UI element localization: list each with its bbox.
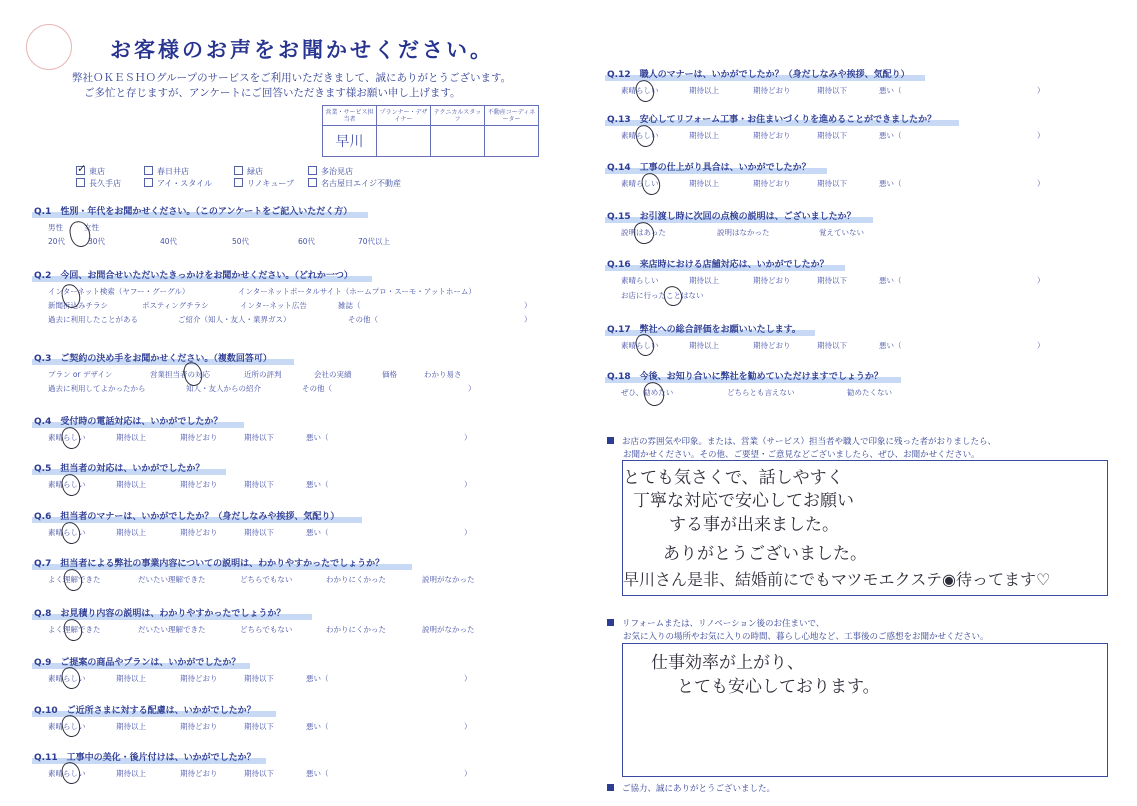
rating-below[interactable]: 期待以下 <box>817 179 847 188</box>
shop-kasugai[interactable]: 春日井店 <box>144 166 189 177</box>
rating-excellent[interactable]: 素晴らしい <box>48 433 86 442</box>
comment2-line-2: とても安心しております。 <box>677 677 880 697</box>
q1-60s[interactable]: 60代 <box>298 237 316 246</box>
q18-title: Q.18 今後、お知り合いに弊社を勧めていただけますでしょうか？ <box>607 372 883 382</box>
intro-line-2: ご多忙と存じますが、アンケートにご回答いただきます様お願い申し上げます。 <box>84 87 461 99</box>
rating-above[interactable]: 期待以上 <box>689 179 719 188</box>
staff-header-realestate: 不動産コーディネーター <box>485 106 539 126</box>
rating-paren: ） <box>464 433 472 442</box>
q1-female[interactable]: 女性 <box>84 223 99 232</box>
comment-box-1[interactable] <box>622 460 1108 596</box>
footer-thanks: ご協力、誠にありがとうございました。 <box>607 782 775 794</box>
square-bullet-icon <box>607 784 614 791</box>
q15-title: Q.15 お引渡し時に次回の点検の説明は、ございましたか？ <box>607 212 856 222</box>
q3-paren-close: ） <box>468 384 476 393</box>
shop-nagakute[interactable]: 長久手店 <box>76 178 121 189</box>
q1-70s[interactable]: 70代以上 <box>358 237 391 246</box>
rating-below[interactable]: 期待以下 <box>817 341 847 350</box>
q13-title: Q.13 安心してリフォーム工事・お住まいづくりを進めることができましたか？ <box>607 115 937 125</box>
checkbox[interactable] <box>308 178 317 187</box>
q1-male[interactable]: 男性 <box>48 223 63 232</box>
rating-as-expected[interactable]: 期待どおり <box>753 179 791 188</box>
rating-above[interactable]: 期待以上 <box>689 341 719 350</box>
rating-as-expected[interactable]: 期待どおり <box>753 341 791 350</box>
q3-reputation[interactable]: 近所の評判 <box>244 370 282 379</box>
comments-heading-2: リフォームまたは、リノベーション後のお住まいで、 <box>607 617 824 629</box>
staff-header-sales: 営業・サービス担当者 <box>323 106 377 126</box>
explain-well[interactable]: よく理解できた <box>48 625 101 634</box>
q6-title: Q.6 担当者のマナーは、いかがでしたか？（身だしなみや挨拶、気配り） <box>34 512 340 522</box>
rating-bad[interactable]: 悪い（ <box>879 131 902 140</box>
q2-referral[interactable]: ご紹介（知人・友人・業界ガス） <box>178 315 291 324</box>
rating-excellent[interactable]: 素晴らしい <box>621 276 659 285</box>
q12-title: Q.12 職人のマナーは、いかがでしたか？（身だしなみや挨拶、気配り） <box>607 70 910 80</box>
q2-portal[interactable]: インターネットポータルサイト（ホームプロ・スーモ・アットホーム） <box>238 287 476 296</box>
comments-heading-1b: お聞かせください。その他、ご要望・ご意見などございましたら、ぜひ、お聞かせください。 <box>623 450 980 460</box>
checkbox[interactable] <box>144 166 153 175</box>
rating-below[interactable]: 期待以下 <box>817 86 847 95</box>
q1-30s[interactable]: 30代 <box>88 237 106 246</box>
checkbox[interactable] <box>234 178 243 187</box>
rating-as-expected[interactable]: 期待どおり <box>180 769 218 778</box>
rating-above[interactable]: 期待以上 <box>116 433 146 442</box>
rating-as-expected[interactable]: 期待どおり <box>180 722 218 731</box>
shop-midori[interactable]: 緑店 <box>234 166 263 177</box>
rating-bad[interactable]: 悪い（ <box>306 722 329 731</box>
q18-not-recommend[interactable]: 勧めたくない <box>847 388 892 397</box>
rating-as-expected[interactable]: 期待どおり <box>180 480 218 489</box>
q15-explained[interactable]: 説明はあった <box>621 228 666 237</box>
checkbox[interactable] <box>234 166 243 175</box>
rating-bad[interactable]: 悪い（ <box>306 528 329 537</box>
rating-excellent[interactable]: 素晴らしい <box>48 769 86 778</box>
explain-mostly[interactable]: だいたい理解できた <box>138 575 206 584</box>
checkbox[interactable] <box>144 178 153 187</box>
question-16 <box>607 257 1045 302</box>
rating-excellent[interactable]: 素晴らしい <box>621 341 659 350</box>
q1-50s[interactable]: 50代 <box>232 237 250 246</box>
shop-east[interactable]: ✓ 東店 <box>77 162 105 176</box>
rating-above[interactable]: 期待以上 <box>116 769 146 778</box>
checkbox[interactable] <box>308 166 317 175</box>
explain-unclear[interactable]: わかりにくかった <box>326 575 386 584</box>
rating-bad[interactable]: 悪い（ <box>879 86 902 95</box>
rating-below[interactable]: 期待以下 <box>244 769 274 778</box>
rating-excellent[interactable]: 素晴らしい <box>48 722 86 731</box>
q18-neutral[interactable]: どちらとも言えない <box>727 388 795 397</box>
square-bullet-icon <box>607 437 614 444</box>
staff-table <box>322 105 539 157</box>
q3-other[interactable]: その他（ <box>302 384 332 393</box>
comment-line-5: 早川さん是非、結婚前にでもマツモエクステ◉待ってます♡ <box>623 570 1051 589</box>
q1-40s[interactable]: 40代 <box>160 237 178 246</box>
rating-as-expected[interactable]: 期待どおり <box>753 86 791 95</box>
q3-design[interactable]: プラン or デザイン <box>48 370 113 379</box>
q2-posting[interactable]: ポスティングチラシ <box>142 301 209 310</box>
q16-never-visited[interactable]: お店に行ったことはない <box>621 291 704 300</box>
rating-excellent[interactable]: 素晴らしい <box>48 480 86 489</box>
q1-title: Q.1 性別・年代をお聞かせください。（このアンケートをご記入いただく方） <box>34 207 353 217</box>
rating-paren: ） <box>464 722 472 731</box>
rating-paren: ） <box>1037 131 1045 140</box>
staff-header-planner: プランナー・デザイナー <box>377 106 431 126</box>
q8-title: Q.8 お見積り内容の説明は、わかりやすかったでしょうか？ <box>34 609 286 619</box>
comments-heading-2b: お気に入りの場所やお気に入りの時間、暮らし心地など、工事後のご感想をお聞かせください。 <box>623 632 989 642</box>
intro-line-1: 弊社ＯＫＥＳＨＯグループのサービスをご利用いただきまして、誠にありがとうございます。 <box>72 72 512 84</box>
rating-below[interactable]: 期待以下 <box>244 674 274 683</box>
rating-excellent[interactable]: 素晴らしい <box>48 528 86 537</box>
rating-below[interactable]: 期待以下 <box>244 528 274 537</box>
q3-title: Q.3 ご契約の決め手をお聞かせください。（複数回答可） <box>34 354 272 364</box>
rating-paren: ） <box>464 528 472 537</box>
rating-paren: ） <box>1037 179 1045 188</box>
rating-as-expected[interactable]: 期待どおり <box>180 674 218 683</box>
comment-line-3: する事が出来ました。 <box>669 515 839 535</box>
question-13 <box>607 112 1045 142</box>
rating-excellent[interactable]: 素晴らしい <box>621 131 659 140</box>
q4-title: Q.4 受付時の電話対応は、いかがでしたか？ <box>34 417 223 427</box>
staff-value-sales[interactable]: 早川 <box>323 126 377 157</box>
explain-well[interactable]: よく理解できた <box>48 575 101 584</box>
shop-renocube[interactable]: リノキューブ <box>234 178 294 189</box>
q7-title: Q.7 担当者による弊社の事業内容についての説明は、わかりやすかったでしょうか？ <box>34 559 385 569</box>
seal-stamp <box>26 24 72 70</box>
explain-none[interactable]: 説明がなかった <box>422 575 475 584</box>
rating-bad[interactable]: 悪い（ <box>306 480 329 489</box>
q10-title: Q.10 ご近所さまに対する配慮は、いかがでしたか？ <box>34 706 256 716</box>
comment-line-2: 丁寧な対応で安心してお願い <box>633 491 854 511</box>
rating-as-expected[interactable]: 期待どおり <box>753 276 791 285</box>
q1-20s[interactable]: 20代 <box>48 237 66 246</box>
rating-paren: ） <box>1037 341 1045 350</box>
rating-paren: ） <box>1037 276 1045 285</box>
rating-paren: ） <box>464 769 472 778</box>
rating-excellent[interactable]: 素晴らしい <box>621 179 659 188</box>
rating-bad[interactable]: 悪い（ <box>306 433 329 442</box>
shop-tajimi[interactable]: 多治見店 <box>308 166 353 177</box>
rating-below[interactable]: 期待以下 <box>244 433 274 442</box>
question-2 <box>34 268 532 326</box>
comments-heading-1: お店の雰囲気や印象。または、営業（サービス）担当者や職人で印象に残った者がおりましたら、 <box>607 435 996 447</box>
q5-title: Q.5 担当者の対応は、いかがでしたか？ <box>34 464 205 474</box>
checkbox-checked[interactable]: ✓ <box>77 162 87 175</box>
comment-box-2[interactable] <box>622 643 1108 777</box>
rating-below[interactable]: 期待以下 <box>817 131 847 140</box>
explain-neutral[interactable]: どちらでもない <box>240 575 293 584</box>
staff-value-realestate[interactable] <box>485 126 539 157</box>
q2-paren-close-2: ） <box>524 315 532 324</box>
rating-bad[interactable]: 悪い（ <box>879 341 902 350</box>
q16-title: Q.16 来店時における店舗対応は、いかがでしたか？ <box>607 260 829 270</box>
q3-record[interactable]: 会社の実績 <box>314 370 352 379</box>
staff-value-planner[interactable] <box>377 126 431 157</box>
q3-past-use[interactable]: 過去に利用してよかったから <box>48 384 146 393</box>
q3-clarity[interactable]: わかり易さ <box>424 370 462 379</box>
staff-header-technical: テクニカルスタッフ <box>431 106 485 126</box>
q11-title: Q.11 工事中の美化・後片付けは、いかがでしたか？ <box>34 753 256 763</box>
q2-flyer[interactable]: 新聞折込みチラシ <box>48 301 108 310</box>
rating-above[interactable]: 期待以上 <box>116 674 146 683</box>
rating-paren: ） <box>1037 86 1045 95</box>
checkbox[interactable] <box>76 178 85 187</box>
q2-search[interactable]: インターネット検索（ヤフー・グーグル） <box>48 287 190 296</box>
q2-other[interactable]: その他（ <box>348 315 378 324</box>
rating-below[interactable]: 期待以下 <box>817 276 847 285</box>
rating-above[interactable]: 期待以上 <box>116 722 146 731</box>
rating-above[interactable]: 期待以上 <box>116 480 146 489</box>
question-5 <box>34 461 472 491</box>
rating-bad[interactable]: 悪い（ <box>879 276 902 285</box>
rating-above[interactable]: 期待以上 <box>689 276 719 285</box>
page-title: お客様のお声をお聞かせください。 <box>110 38 494 62</box>
comment2-line-1: 仕事効率が上がり、 <box>651 653 804 673</box>
q9-title: Q.9 ご提案の商品やプランは、いかがでしたか？ <box>34 658 241 668</box>
explain-mostly[interactable]: だいたい理解できた <box>138 625 206 634</box>
q2-web-ad[interactable]: インターネット広告 <box>240 301 307 310</box>
rating-paren: ） <box>464 674 472 683</box>
question-7 <box>34 556 475 586</box>
rating-as-expected[interactable]: 期待どおり <box>180 433 218 442</box>
q15-not-explained[interactable]: 説明はなかった <box>717 228 770 237</box>
shop-istyle[interactable]: アイ・スタイル <box>144 178 212 189</box>
question-3 <box>34 351 476 395</box>
q2-magazine[interactable]: 雑誌（ <box>338 301 361 310</box>
rating-bad[interactable]: 悪い（ <box>306 769 329 778</box>
q3-price[interactable]: 価格 <box>382 370 397 379</box>
q3-referral[interactable]: 知人・友人からの紹介 <box>186 384 261 393</box>
comment-line-4: ありがとうございました。 <box>663 544 867 564</box>
rating-bad[interactable]: 悪い（ <box>306 674 329 683</box>
staff-value-technical[interactable] <box>431 126 485 157</box>
q14-title: Q.14 工事の仕上がり具合は、いかがでしたか？ <box>607 163 811 173</box>
q3-staff[interactable]: 営業担当者の対応 <box>150 370 210 379</box>
rating-bad[interactable]: 悪い（ <box>879 179 902 188</box>
rating-above[interactable]: 期待以上 <box>689 131 719 140</box>
rating-excellent[interactable]: 素晴らしい <box>48 674 86 683</box>
explain-neutral[interactable]: どちらでもない <box>240 625 293 634</box>
explain-unclear[interactable]: わかりにくかった <box>326 625 386 634</box>
rating-below[interactable]: 期待以下 <box>244 480 274 489</box>
rating-below[interactable]: 期待以下 <box>244 722 274 731</box>
q2-past-use[interactable]: 過去に利用したことがある <box>48 315 138 324</box>
rating-above[interactable]: 期待以上 <box>689 86 719 95</box>
q17-title: Q.17 弊社への総合評価をお願いいたします。 <box>607 325 801 335</box>
shop-realestate[interactable]: 名古屋日エイジ不動産 <box>308 178 401 189</box>
rating-as-expected[interactable]: 期待どおり <box>180 528 218 537</box>
explain-none[interactable]: 説明がなかった <box>422 625 475 634</box>
rating-above[interactable]: 期待以上 <box>116 528 146 537</box>
q15-dont-remember[interactable]: 覚えていない <box>819 228 864 237</box>
square-bullet-icon <box>607 619 614 626</box>
comment-line-1: とても気さくで、話しやすく <box>623 468 844 488</box>
rating-paren: ） <box>464 480 472 489</box>
rating-excellent[interactable]: 素晴らしい <box>621 86 659 95</box>
q18-recommend[interactable]: ぜひ、勧めたい <box>621 388 674 397</box>
q2-title: Q.2 今回、お問合せいただいたきっかけをお聞かせください。（どれか一つ） <box>34 271 353 281</box>
q2-paren-close: ） <box>524 301 532 310</box>
question-14 <box>607 160 1045 190</box>
rating-as-expected[interactable]: 期待どおり <box>753 131 791 140</box>
